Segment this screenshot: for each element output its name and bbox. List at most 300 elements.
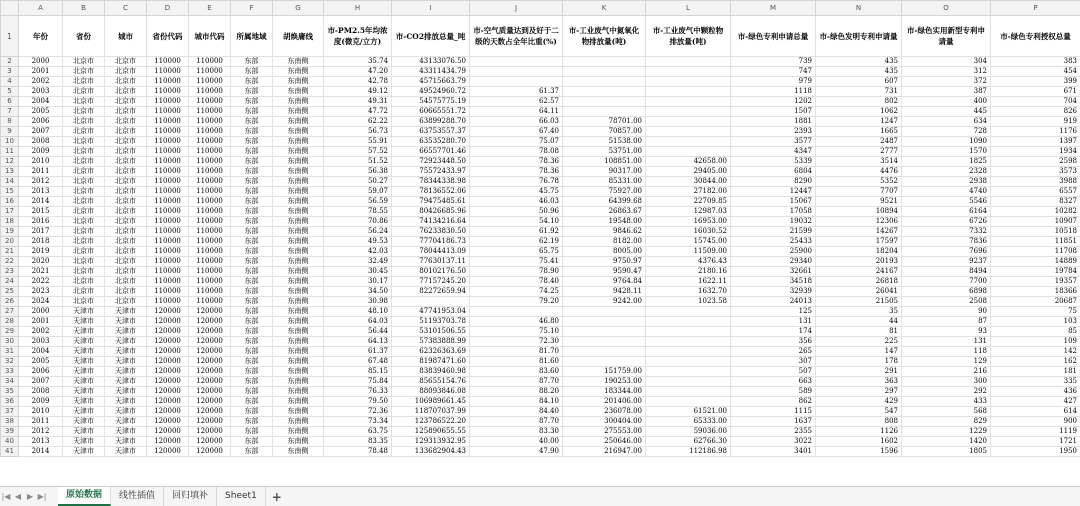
cell[interactable]: 东南侧: [273, 447, 324, 457]
cell[interactable]: 56.73: [324, 127, 392, 137]
cell[interactable]: 天津市: [105, 327, 147, 337]
row-number[interactable]: 40: [1, 437, 19, 447]
cell[interactable]: 79475485.61: [392, 197, 470, 207]
cell[interactable]: 120000: [147, 417, 189, 427]
cell[interactable]: 72.30: [470, 337, 563, 347]
cell[interactable]: 436: [991, 387, 1080, 397]
cell[interactable]: 110000: [147, 87, 189, 97]
cell[interactable]: 3573: [991, 167, 1080, 177]
cell[interactable]: 110000: [147, 127, 189, 137]
column-header-p[interactable]: P: [991, 1, 1080, 16]
row-number[interactable]: 30: [1, 337, 19, 347]
cell[interactable]: 1247: [816, 117, 902, 127]
cell[interactable]: 天津市: [105, 447, 147, 457]
column-header-i[interactable]: I: [392, 1, 470, 16]
cell[interactable]: 北京市: [63, 227, 105, 237]
cell[interactable]: 291: [816, 367, 902, 377]
prev-sheet-icon[interactable]: ◀: [12, 492, 24, 501]
column-header-n[interactable]: N: [816, 1, 902, 16]
cell[interactable]: 北京市: [63, 87, 105, 97]
cell[interactable]: 607: [816, 77, 902, 87]
cell[interactable]: 北京市: [63, 57, 105, 67]
cell[interactable]: 2007: [19, 377, 63, 387]
cell[interactable]: [646, 317, 731, 327]
cell[interactable]: 北京市: [105, 217, 147, 227]
cell[interactable]: [563, 347, 646, 357]
cell[interactable]: 84.40: [470, 407, 563, 417]
row-number[interactable]: 37: [1, 407, 19, 417]
cell[interactable]: 120000: [189, 377, 231, 387]
cell[interactable]: 2180.16: [646, 267, 731, 277]
cell[interactable]: 63753557.37: [392, 127, 470, 137]
tab-sheet1[interactable]: Sheet1: [217, 487, 266, 506]
header-cell[interactable]: 市-绿色实用新型专利申请量: [902, 16, 991, 57]
cell[interactable]: 天津市: [105, 437, 147, 447]
cell[interactable]: 82272659.94: [392, 287, 470, 297]
cell[interactable]: 东南侧: [273, 437, 324, 447]
cell[interactable]: 120000: [189, 417, 231, 427]
cell[interactable]: 1126: [816, 427, 902, 437]
cell[interactable]: 747: [731, 67, 816, 77]
cell[interactable]: 东南侧: [273, 347, 324, 357]
cell[interactable]: [646, 357, 731, 367]
cell[interactable]: 55.91: [324, 137, 392, 147]
cell[interactable]: 53751.00: [563, 147, 646, 157]
row-number[interactable]: 4: [1, 77, 19, 87]
cell[interactable]: 108851.00: [563, 157, 646, 167]
cell[interactable]: 东南侧: [273, 57, 324, 67]
cell[interactable]: 北京市: [105, 167, 147, 177]
row-number[interactable]: 8: [1, 117, 19, 127]
cell[interactable]: 1570: [902, 147, 991, 157]
row-number[interactable]: 39: [1, 427, 19, 437]
cell[interactable]: 北京市: [105, 247, 147, 257]
cell[interactable]: 64399.68: [563, 197, 646, 207]
cell[interactable]: 671: [991, 87, 1080, 97]
row-number[interactable]: 20: [1, 237, 19, 247]
row-number[interactable]: 7: [1, 107, 19, 117]
cell[interactable]: 东南侧: [273, 217, 324, 227]
cell[interactable]: 35: [816, 307, 902, 317]
cell[interactable]: 17058: [731, 207, 816, 217]
cell[interactable]: 东部: [231, 347, 273, 357]
cell[interactable]: 46.03: [470, 197, 563, 207]
cell[interactable]: 12987.03: [646, 207, 731, 217]
cell[interactable]: 53101506.55: [392, 327, 470, 337]
cell[interactable]: 东部: [231, 87, 273, 97]
cell[interactable]: 2008: [19, 137, 63, 147]
cell[interactable]: 15745.00: [646, 237, 731, 247]
cell[interactable]: 东南侧: [273, 267, 324, 277]
cell[interactable]: 1507: [731, 107, 816, 117]
column-header-f[interactable]: F: [231, 1, 273, 16]
cell[interactable]: 42.78: [324, 77, 392, 87]
cell[interactable]: 110000: [147, 147, 189, 157]
cell[interactable]: 2015: [19, 207, 63, 217]
cell[interactable]: 15067: [731, 197, 816, 207]
cell[interactable]: 110000: [147, 107, 189, 117]
cell[interactable]: 8005.00: [563, 247, 646, 257]
cell[interactable]: 2000: [19, 57, 63, 67]
cell[interactable]: 147: [816, 347, 902, 357]
cell[interactable]: 2017: [19, 227, 63, 237]
header-cell[interactable]: 市-空气质量达到及好于二级的天数占全年比重(%): [470, 16, 563, 57]
cell[interactable]: 2005: [19, 357, 63, 367]
cell[interactable]: 372: [902, 77, 991, 87]
cell[interactable]: 110000: [189, 187, 231, 197]
header-cell[interactable]: 年份: [19, 16, 63, 57]
cell[interactable]: 2009: [19, 147, 63, 157]
cell[interactable]: 704: [991, 97, 1080, 107]
cell[interactable]: 435: [816, 57, 902, 67]
cell[interactable]: 天津市: [105, 407, 147, 417]
cell[interactable]: 34518: [731, 277, 816, 287]
cell[interactable]: 8290: [731, 177, 816, 187]
cell[interactable]: 1202: [731, 97, 816, 107]
cell[interactable]: 133682904.43: [392, 447, 470, 457]
cell[interactable]: 131: [731, 317, 816, 327]
cell[interactable]: 3514: [816, 157, 902, 167]
cell[interactable]: 北京市: [63, 187, 105, 197]
cell[interactable]: 614: [991, 407, 1080, 417]
cell[interactable]: 2018: [19, 237, 63, 247]
cell[interactable]: 88093846.08: [392, 387, 470, 397]
cell[interactable]: 120000: [147, 317, 189, 327]
cell[interactable]: 32.49: [324, 257, 392, 267]
cell[interactable]: 120000: [147, 357, 189, 367]
cell[interactable]: 120000: [147, 397, 189, 407]
cell[interactable]: 57383888.99: [392, 337, 470, 347]
cell[interactable]: 9750.97: [563, 257, 646, 267]
cell[interactable]: 54.10: [470, 217, 563, 227]
row-number[interactable]: 31: [1, 347, 19, 357]
cell[interactable]: 65.75: [470, 247, 563, 257]
cell[interactable]: 11708: [991, 247, 1080, 257]
cell[interactable]: 78.55: [324, 207, 392, 217]
column-header-c[interactable]: C: [105, 1, 147, 16]
cell[interactable]: 天津市: [63, 397, 105, 407]
cell[interactable]: 25900: [731, 247, 816, 257]
cell[interactable]: [646, 87, 731, 97]
cell[interactable]: 62766.30: [646, 437, 731, 447]
cell[interactable]: 1825: [902, 157, 991, 167]
cell[interactable]: 天津市: [63, 437, 105, 447]
header-cell[interactable]: 城市: [105, 16, 147, 57]
cell[interactable]: 27182.00: [646, 187, 731, 197]
cell[interactable]: 110000: [189, 207, 231, 217]
cell[interactable]: 110000: [189, 67, 231, 77]
cell[interactable]: 北京市: [105, 207, 147, 217]
row-number[interactable]: 18: [1, 217, 19, 227]
cell[interactable]: 2003: [19, 337, 63, 347]
cell[interactable]: 北京市: [63, 197, 105, 207]
cell[interactable]: 1119: [991, 427, 1080, 437]
cell[interactable]: 天津市: [63, 307, 105, 317]
cell[interactable]: 16030.52: [646, 227, 731, 237]
row-number[interactable]: 27: [1, 307, 19, 317]
cell[interactable]: 454: [991, 67, 1080, 77]
cell[interactable]: 北京市: [63, 147, 105, 157]
cell[interactable]: 2016: [19, 217, 63, 227]
cell[interactable]: 120000: [189, 397, 231, 407]
row-number[interactable]: 41: [1, 447, 19, 457]
cell[interactable]: 106989661.45: [392, 397, 470, 407]
cell[interactable]: 125890655.55: [392, 427, 470, 437]
cell[interactable]: 16953.00: [646, 217, 731, 227]
cell[interactable]: 5339: [731, 157, 816, 167]
cell[interactable]: 45715663.79: [392, 77, 470, 87]
next-sheet-icon[interactable]: ▶: [24, 492, 36, 501]
cell[interactable]: 东部: [231, 217, 273, 227]
cell[interactable]: 5352: [816, 177, 902, 187]
cell[interactable]: 北京市: [105, 67, 147, 77]
cell[interactable]: 天津市: [105, 347, 147, 357]
cell[interactable]: 北京市: [105, 177, 147, 187]
cell[interactable]: 2013: [19, 187, 63, 197]
cell[interactable]: 90317.00: [563, 167, 646, 177]
cell[interactable]: 110000: [189, 237, 231, 247]
cell[interactable]: 2019: [19, 247, 63, 257]
header-cell[interactable]: 胡焕庸线: [273, 16, 324, 57]
cell[interactable]: 120000: [189, 357, 231, 367]
cell[interactable]: 2004: [19, 97, 63, 107]
cell[interactable]: 110000: [189, 137, 231, 147]
cell[interactable]: 45.75: [470, 187, 563, 197]
cell[interactable]: 东部: [231, 307, 273, 317]
cell[interactable]: [646, 97, 731, 107]
cell[interactable]: 9242.00: [563, 297, 646, 307]
cell[interactable]: 62.22: [324, 117, 392, 127]
cell[interactable]: 110000: [147, 247, 189, 257]
cell[interactable]: 59.07: [324, 187, 392, 197]
cell[interactable]: 79.50: [324, 397, 392, 407]
cell[interactable]: 78.48: [324, 447, 392, 457]
cell[interactable]: 110000: [147, 297, 189, 307]
cell[interactable]: 56.38: [324, 167, 392, 177]
row-number[interactable]: 22: [1, 257, 19, 267]
cell[interactable]: 739: [731, 57, 816, 67]
cell[interactable]: 东部: [231, 277, 273, 287]
row-number[interactable]: 12: [1, 157, 19, 167]
cell[interactable]: 979: [731, 77, 816, 87]
cell[interactable]: 77630137.11: [392, 257, 470, 267]
cell[interactable]: 67.40: [470, 127, 563, 137]
cell[interactable]: [646, 377, 731, 387]
cell[interactable]: 120000: [147, 377, 189, 387]
cell[interactable]: 天津市: [63, 317, 105, 327]
cell[interactable]: 862: [731, 397, 816, 407]
cell[interactable]: 110000: [147, 237, 189, 247]
cell[interactable]: 120000: [189, 407, 231, 417]
cell[interactable]: 2022: [19, 277, 63, 287]
cell[interactable]: 12306: [816, 217, 902, 227]
cell[interactable]: 56.24: [324, 227, 392, 237]
cell[interactable]: 24167: [816, 267, 902, 277]
cell[interactable]: 435: [816, 67, 902, 77]
cell[interactable]: 东南侧: [273, 427, 324, 437]
cell[interactable]: 东南侧: [273, 297, 324, 307]
cell[interactable]: 北京市: [105, 137, 147, 147]
cell[interactable]: 19784: [991, 267, 1080, 277]
cell[interactable]: 34.50: [324, 287, 392, 297]
cell[interactable]: 2010: [19, 407, 63, 417]
row-number[interactable]: 21: [1, 247, 19, 257]
cell[interactable]: 2012: [19, 427, 63, 437]
cell[interactable]: 65333.00: [646, 417, 731, 427]
cell[interactable]: 天津市: [105, 337, 147, 347]
cell[interactable]: 54575775.19: [392, 97, 470, 107]
cell[interactable]: 51193703.78: [392, 317, 470, 327]
tab-regression-fill[interactable]: 回归填补: [164, 487, 217, 506]
cell[interactable]: 74.25: [470, 287, 563, 297]
cell[interactable]: 292: [902, 387, 991, 397]
header-cell[interactable]: 省份代码: [147, 16, 189, 57]
cell[interactable]: 75.41: [470, 257, 563, 267]
cell[interactable]: 东部: [231, 147, 273, 157]
cell[interactable]: 110000: [147, 117, 189, 127]
header-cell[interactable]: 市-绿色发明专利申请量: [816, 16, 902, 57]
cell[interactable]: 2487: [816, 137, 902, 147]
cell[interactable]: 61.92: [470, 227, 563, 237]
cell[interactable]: 118707037.99: [392, 407, 470, 417]
cell[interactable]: 东部: [231, 197, 273, 207]
cell[interactable]: 110000: [147, 207, 189, 217]
cell[interactable]: 250646.00: [563, 437, 646, 447]
cell[interactable]: 东部: [231, 227, 273, 237]
cell[interactable]: 70.86: [324, 217, 392, 227]
cell[interactable]: 11509.00: [646, 247, 731, 257]
cell[interactable]: 天津市: [105, 377, 147, 387]
cell[interactable]: 1090: [902, 137, 991, 147]
cell[interactable]: [563, 97, 646, 107]
cell[interactable]: 9428.11: [563, 287, 646, 297]
cell[interactable]: 427: [991, 397, 1080, 407]
cell[interactable]: 东南侧: [273, 127, 324, 137]
cell[interactable]: 125: [731, 307, 816, 317]
column-header-d[interactable]: D: [147, 1, 189, 16]
cell[interactable]: 110000: [147, 57, 189, 67]
cell[interactable]: 78136552.06: [392, 187, 470, 197]
cell[interactable]: 4376.43: [646, 257, 731, 267]
row-number[interactable]: 1: [1, 16, 19, 57]
cell[interactable]: 18366: [991, 287, 1080, 297]
cell[interactable]: 天津市: [63, 417, 105, 427]
cell[interactable]: 1805: [902, 447, 991, 457]
cell[interactable]: 2355: [731, 427, 816, 437]
cell[interactable]: 天津市: [63, 407, 105, 417]
cell[interactable]: 225: [816, 337, 902, 347]
row-number[interactable]: 13: [1, 167, 19, 177]
cell[interactable]: [646, 307, 731, 317]
cell[interactable]: 110000: [189, 87, 231, 97]
cell[interactable]: 东南侧: [273, 387, 324, 397]
cell[interactable]: 东部: [231, 97, 273, 107]
cell[interactable]: 北京市: [63, 297, 105, 307]
cell[interactable]: 919: [991, 117, 1080, 127]
cell[interactable]: 东南侧: [273, 97, 324, 107]
header-cell[interactable]: 市-工业废气中颗粒物排放量(吨): [646, 16, 731, 57]
cell[interactable]: 10518: [991, 227, 1080, 237]
cell[interactable]: 120000: [189, 337, 231, 347]
cell[interactable]: 120000: [147, 387, 189, 397]
cell[interactable]: 174: [731, 327, 816, 337]
cell[interactable]: 81.60: [470, 357, 563, 367]
cell[interactable]: 东南侧: [273, 307, 324, 317]
cell[interactable]: 236078.00: [563, 407, 646, 417]
cell[interactable]: [470, 67, 563, 77]
cell[interactable]: 北京市: [63, 257, 105, 267]
cell[interactable]: 东南侧: [273, 337, 324, 347]
cell[interactable]: 天津市: [105, 317, 147, 327]
cell[interactable]: 62326363.69: [392, 347, 470, 357]
cell[interactable]: 东南侧: [273, 237, 324, 247]
cell[interactable]: 东部: [231, 417, 273, 427]
cell[interactable]: [646, 347, 731, 357]
cell[interactable]: 110000: [147, 77, 189, 87]
cell[interactable]: 75.84: [324, 377, 392, 387]
cell[interactable]: 120000: [147, 367, 189, 377]
cell[interactable]: 110000: [189, 277, 231, 287]
cell[interactable]: 2938: [902, 177, 991, 187]
cell[interactable]: 77157245.20: [392, 277, 470, 287]
cell[interactable]: 120000: [189, 447, 231, 457]
cell[interactable]: 22709.85: [646, 197, 731, 207]
cell[interactable]: 47.20: [324, 67, 392, 77]
cell[interactable]: 2003: [19, 87, 63, 97]
cell[interactable]: [563, 317, 646, 327]
cell[interactable]: 2011: [19, 167, 63, 177]
cell[interactable]: 7836: [902, 237, 991, 247]
cell[interactable]: 10907: [991, 217, 1080, 227]
header-cell[interactable]: 市-绿色专利申请总量: [731, 16, 816, 57]
cell[interactable]: 北京市: [105, 257, 147, 267]
cell[interactable]: 2777: [816, 147, 902, 157]
cell[interactable]: 110000: [147, 197, 189, 207]
cell[interactable]: 363: [816, 377, 902, 387]
cell[interactable]: 北京市: [63, 177, 105, 187]
cell[interactable]: 1596: [816, 447, 902, 457]
row-number[interactable]: 15: [1, 187, 19, 197]
row-number[interactable]: 29: [1, 327, 19, 337]
cell[interactable]: 2023: [19, 287, 63, 297]
cell[interactable]: 天津市: [63, 347, 105, 357]
cell[interactable]: 83.60: [470, 367, 563, 377]
cell[interactable]: 天津市: [105, 307, 147, 317]
cell[interactable]: 120000: [189, 427, 231, 437]
cell[interactable]: 9764.84: [563, 277, 646, 287]
cell[interactable]: 110000: [189, 257, 231, 267]
cell[interactable]: 110000: [189, 247, 231, 257]
cell[interactable]: 北京市: [105, 227, 147, 237]
cell[interactable]: 9237: [902, 257, 991, 267]
cell[interactable]: 87.70: [470, 417, 563, 427]
cell[interactable]: 天津市: [63, 367, 105, 377]
cell[interactable]: 2010: [19, 157, 63, 167]
cell[interactable]: 东部: [231, 317, 273, 327]
cell[interactable]: 49.12: [324, 87, 392, 97]
cell[interactable]: 3988: [991, 177, 1080, 187]
row-number[interactable]: 17: [1, 207, 19, 217]
cell[interactable]: 2393: [731, 127, 816, 137]
cell[interactable]: 103: [991, 317, 1080, 327]
cell[interactable]: 83839460.98: [392, 367, 470, 377]
cell[interactable]: 1229: [902, 427, 991, 437]
cell[interactable]: 东部: [231, 177, 273, 187]
cell[interactable]: 东部: [231, 57, 273, 67]
row-number[interactable]: 2: [1, 57, 19, 67]
cell[interactable]: [646, 67, 731, 77]
cell[interactable]: 21505: [816, 297, 902, 307]
